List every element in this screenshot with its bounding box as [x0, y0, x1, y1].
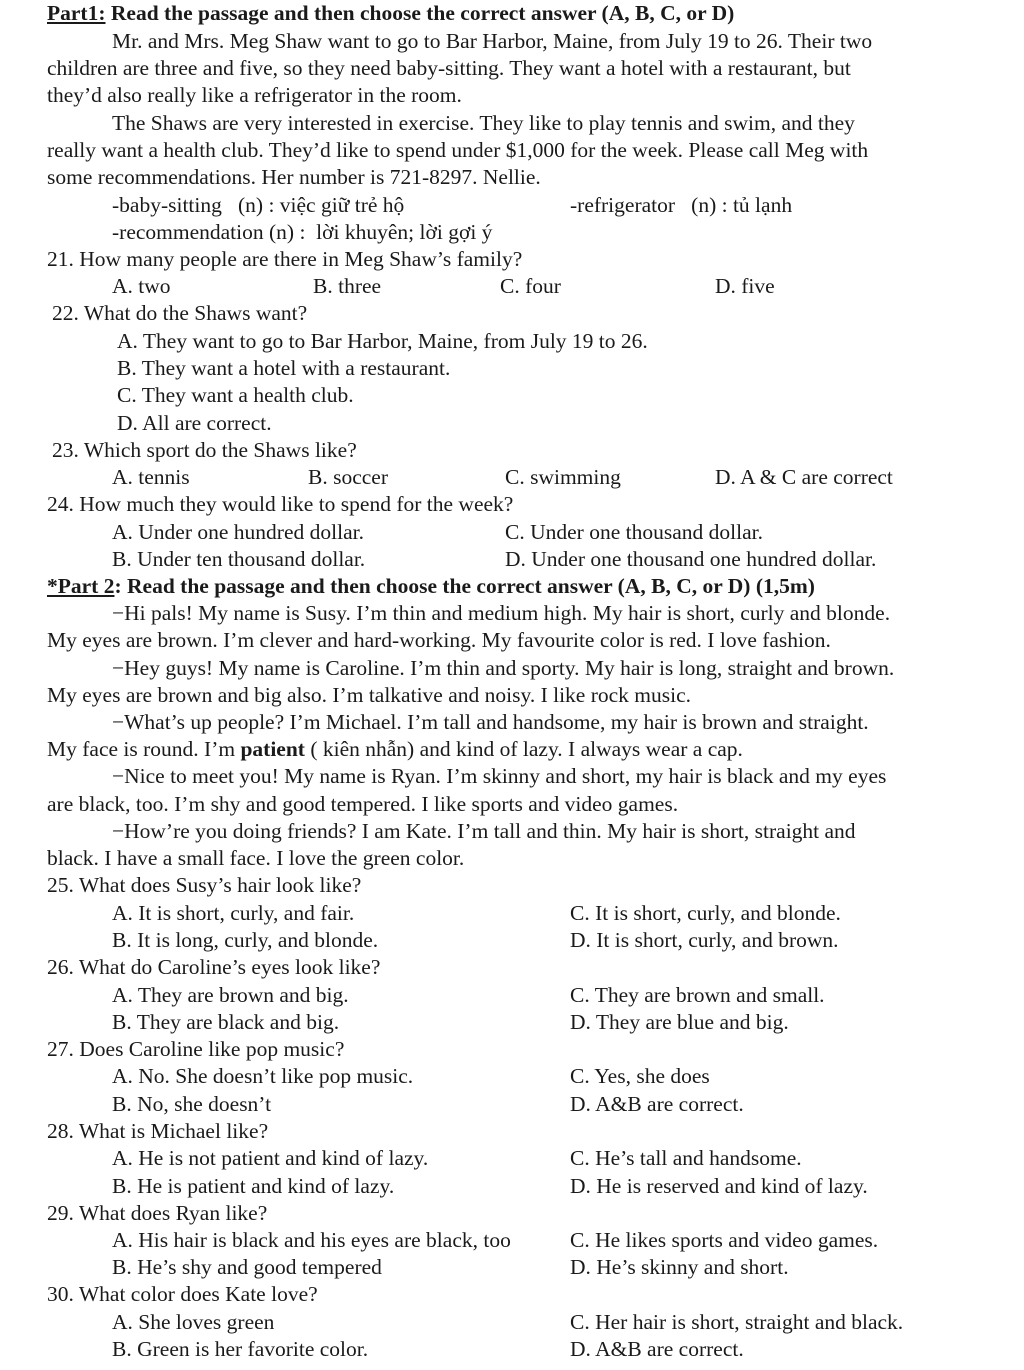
question-25: 25. What does Susy’s hair look like? [47, 873, 362, 897]
q29-option-d: D. He’s skinny and short. [570, 1255, 789, 1279]
michael-line-after: ( kiên nhẫn) and kind of lazy. I always wear a cap. [304, 737, 743, 761]
q21-option-a: A. two [112, 274, 171, 298]
q28-option-a: A. He is not patient and kind of lazy. [112, 1146, 429, 1170]
vocab-baby-sitting: -baby-sitting (n) : việc giữ trẻ hộ [112, 193, 405, 217]
part2-michael-line [47, 736, 743, 763]
question-30: 30. What color does Kate love? [47, 1282, 318, 1306]
q28-option-d: D. He is reserved and kind of lazy. [570, 1174, 868, 1198]
question-23: 23. Which sport do the Shaws like? [52, 438, 357, 462]
q22-option-b: B. They want a hotel with a restaurant. [117, 356, 451, 380]
part2-passage-line: −Nice to meet you! My name is Ryan. I’m skinny and short, my hair is black and my eyes [112, 764, 887, 788]
q21-option-b: B. three [313, 274, 382, 298]
q29-option-b: B. He’s shy and good tempered [112, 1255, 382, 1279]
q27-option-a: A. No. She doesn’t like pop music. [112, 1064, 414, 1088]
q27-option-d: D. A&B are correct. [570, 1092, 744, 1116]
q25-option-d: D. It is short, curly, and brown. [570, 928, 839, 952]
part1-heading-label: Part1: [47, 1, 106, 25]
q24-option-d: D. Under one thousand one hundred dollar. [505, 547, 877, 571]
q24-option-b: B. Under ten thousand dollar. [112, 547, 366, 571]
part2-passage-line: My eyes are brown. I’m clever and hard-working. My favourite color is red. I love fashion. [47, 628, 831, 652]
q26-option-c: C. They are brown and small. [570, 983, 825, 1007]
q23-option-b: B. soccer [308, 465, 388, 489]
q30-option-d: D. A&B are correct. [570, 1337, 744, 1361]
part1-passage-line: some recommendations. Her number is 721-8297. Nellie. [47, 165, 541, 189]
q25-option-c: C. It is short, curly, and blonde. [570, 901, 841, 925]
q22-option-a: A. They want to go to Bar Harbor, Maine, from July 19 to 26. [117, 329, 648, 353]
q27-option-c: C. Yes, she does [570, 1064, 710, 1088]
question-28: 28. What is Michael like? [47, 1119, 269, 1143]
q25-option-a: A. It is short, curly, and fair. [112, 901, 355, 925]
vocab-refrigerator: -refrigerator (n) : tủ lạnh [570, 193, 793, 217]
q23-option-d: D. A & C are correct [715, 465, 893, 489]
part2-passage-line: My eyes are brown and big also. I’m talkative and noisy. I like rock music. [47, 683, 692, 707]
part1-passage-line: Mr. and Mrs. Meg Shaw want to go to Bar Harbor, Maine, from July 19 to 26. Their two [112, 29, 873, 53]
vocab-recommendation: -recommendation (n) : lời khuyên; lời gợi ý [112, 220, 493, 244]
q27-option-b: B. No, she doesn’t [112, 1092, 272, 1116]
question-26: 26. What do Caroline’s eyes look like? [47, 955, 381, 979]
part1-passage-line: they’d also really like a refrigerator in the room. [47, 83, 462, 107]
part2-heading-label: *Part 2 [47, 574, 115, 598]
michael-line-bold-word: patient [240, 737, 305, 761]
part2-heading-text: : Read the passage and then choose the correct answer (A, B, C, or D) (1,5m) [114, 574, 815, 598]
question-27: 27. Does Caroline like pop music? [47, 1037, 345, 1061]
q26-option-b: B. They are black and big. [112, 1010, 340, 1034]
q28-option-b: B. He is patient and kind of lazy. [112, 1174, 395, 1198]
part1-heading-text: Read the passage and then choose the correct answer (A, B, C, or D) [105, 1, 735, 25]
q21-option-c: C. four [500, 274, 561, 298]
q22-option-d: D. All are correct. [117, 411, 272, 435]
q29-option-c: C. He likes sports and video games. [570, 1228, 879, 1252]
q26-option-d: D. They are blue and big. [570, 1010, 789, 1034]
part2-passage-line: −What’s up people? I’m Michael. I’m tall and handsome, my hair is brown and straight. [112, 710, 869, 734]
part2-passage-line: are black, too. I’m shy and good tempered. I like sports and video games. [47, 792, 679, 816]
q23-option-a: A. tennis [112, 465, 190, 489]
q25-option-b: B. It is long, curly, and blonde. [112, 928, 379, 952]
q21-option-d: D. five [715, 274, 775, 298]
q29-option-a: A. His hair is black and his eyes are black, too [112, 1228, 511, 1252]
q28-option-c: C. He’s tall and handsome. [570, 1146, 802, 1170]
q30-option-a: A. She loves green [112, 1310, 275, 1334]
question-21: 21. How many people are there in Meg Shaw’s family? [47, 247, 523, 271]
q26-option-a: A. They are brown and big. [112, 983, 349, 1007]
question-22: 22. What do the Shaws want? [52, 301, 308, 325]
question-29: 29. What does Ryan like? [47, 1201, 268, 1225]
part2-passage-line: −Hey guys! My name is Caroline. I’m thin and sporty. My hair is long, straight and brown. [112, 656, 895, 680]
q24-option-a: A. Under one hundred dollar. [112, 520, 364, 544]
part2-passage-line: −Hi pals! My name is Susy. I’m thin and medium high. My hair is short, curly and blonde. [112, 601, 891, 625]
part1-passage-line: children are three and five, so they need baby-sitting. They want a hotel with a restaurant, but [47, 56, 851, 80]
part1-passage-line: really want a health club. They’d like to spend under $1,000 for the week. Please call Meg with [47, 138, 869, 162]
q22-option-c: C. They want a health club. [117, 383, 354, 407]
part1-heading [47, 0, 734, 27]
part1-passage-line: The Shaws are very interested in exercise. They like to play tennis and swim, and they [112, 111, 855, 135]
q23-option-c: C. swimming [505, 465, 621, 489]
michael-line-before: My face is round. I’m [47, 737, 241, 761]
q30-option-b: B. Green is her favorite color. [112, 1337, 369, 1361]
question-24: 24. How much they would like to spend for the week? [47, 492, 514, 516]
q30-option-c: C. Her hair is short, straight and black. [570, 1310, 904, 1334]
part2-heading [47, 573, 815, 600]
part2-passage-line: −How’re you doing friends? I am Kate. I’m tall and thin. My hair is short, straight and [112, 819, 856, 843]
q24-option-c: C. Under one thousand dollar. [505, 520, 763, 544]
part2-passage-line: black. I have a small face. I love the green color. [47, 846, 465, 870]
